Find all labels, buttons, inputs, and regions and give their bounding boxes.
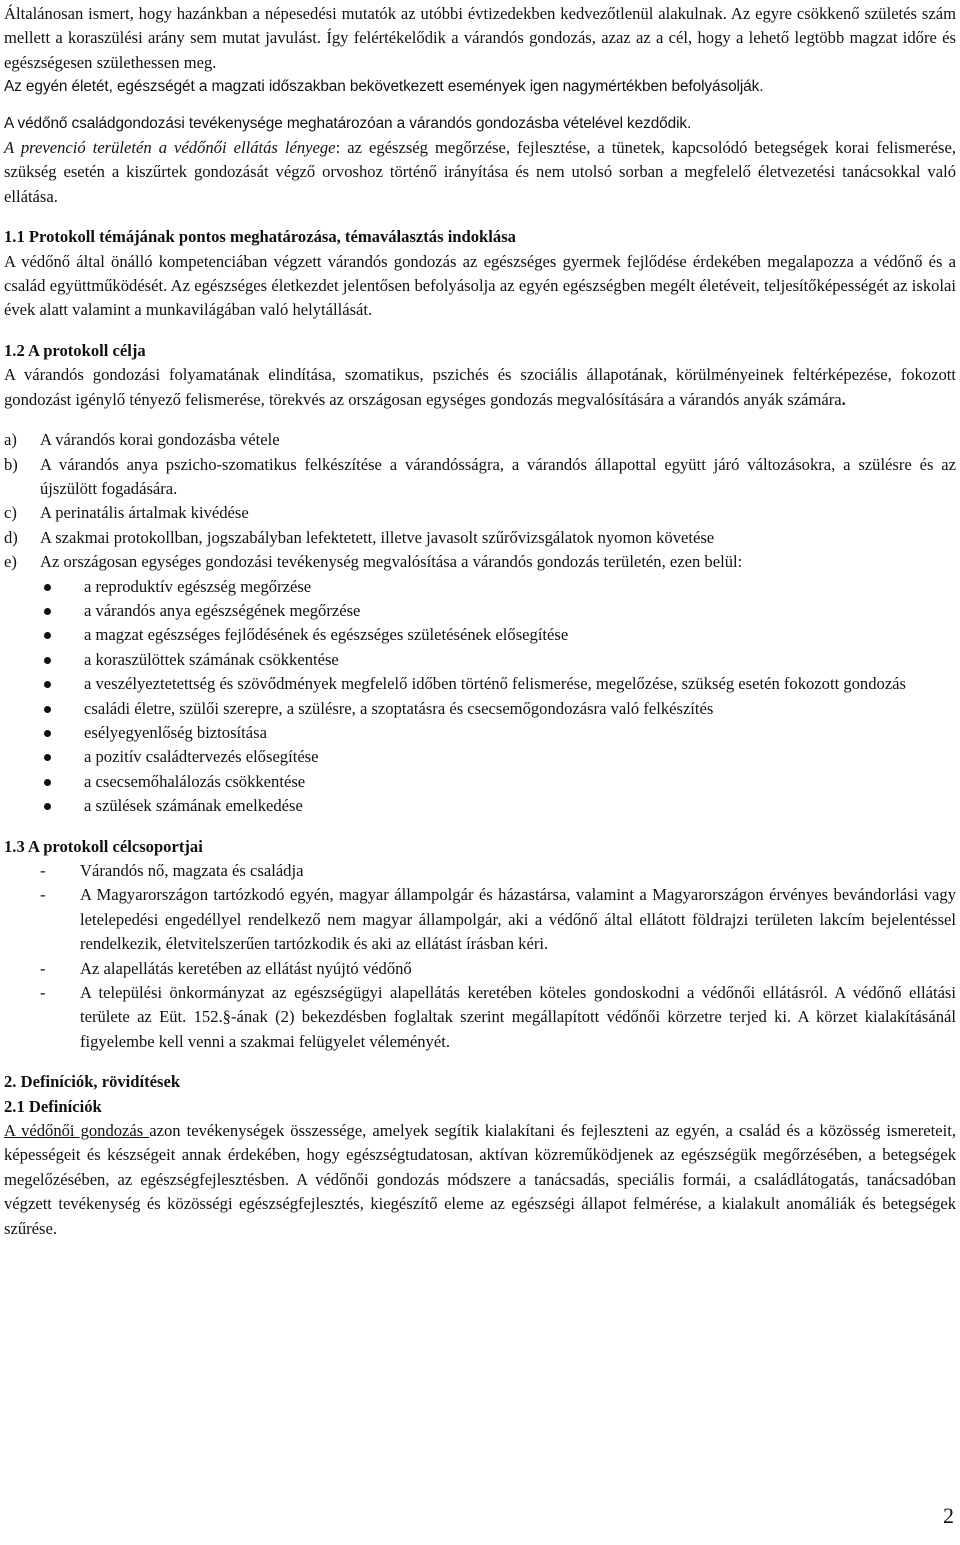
list-item [4,501,956,525]
list-item-text: A várandós anya pszicho-szomatikus felkészítése a várandósságra, a várandós állapottal együtt járó változásokra, a szülésre és az újszülött fogadására. [40,454,956,498]
bullet-item [4,697,956,721]
section-1-1-heading: 1.1 Protokoll témájának pontos meghatározása, témaválasztás indoklása [4,227,516,247]
list-marker: c) [4,503,17,523]
section-1-2-heading: 1.2 A protokoll célja [4,340,146,360]
list-marker: d) [4,527,18,547]
bullet-dot-icon [44,730,51,737]
prevention-term: A prevenció területén a védőnői ellátás lényege [4,138,336,158]
section-1-3-heading: 1.3 A protokoll célcsoportjai [4,836,203,856]
list-item [4,550,956,574]
bullet-dot-icon [44,803,51,810]
bullet-item-text: családi életre, szülői szerepre, a szülésre, a szoptatásra és csecsemőgondozásra való felkészítés [84,698,714,718]
bullet-item [4,599,956,623]
list-item [4,957,956,981]
bullet-item-text: a pozitív családtervezés elősegítése [84,747,319,767]
list-item-text: A várandós korai gondozásba vétele [40,430,280,450]
intro-paragraph-3: A védőnő családgondozási tevékenysége meghatározóan a várandós gondozásba vételével kezdődik. [4,114,692,132]
dash-marker: - [40,958,46,978]
bullet-item-text: a magzat egészséges fejlődésének és egészséges születésének elősegítése [84,625,569,645]
list-marker: e) [4,552,17,572]
list-item-text: A perinatális ártalmak kivédése [40,503,249,523]
target-groups-list [4,859,956,1054]
section-1-2-body-text: A várandós gondozási folyamatának elindítása, szomatikus, pszichés és szociális állapotának, körülményeinek feltérképezése, fokozott gondozást igénylő tényező felismerése, törekvés az országosan egységes gondozás megvalósítására a várandós anyák számára [4,365,956,409]
sub-goals-list [4,575,956,819]
list-item [4,883,956,956]
bullet-item [4,575,956,599]
list-item [4,428,956,452]
bullet-item-text: esélyegyenlőség biztosítása [84,722,267,742]
bullet-dot-icon [44,706,51,713]
list-marker: b) [4,454,18,474]
bullet-item-text: a várandós anya egészségének megőrzése [84,600,361,620]
list-item-text: Az országosan egységes gondozási tevékenység megvalósítása a várandós gondozás területén, ezen belül: [40,552,743,572]
page-number: 2 [943,1503,954,1528]
bullet-dot-icon [44,681,51,688]
definition-term: A védőnői gondozás [4,1121,150,1141]
bullet-dot-icon [44,779,51,786]
bullet-dot-icon [44,584,51,591]
definition-paragraph [4,1119,956,1241]
bullet-item-text: a koraszülöttek számának csökkentése [84,649,339,669]
bullet-item-text: a veszélyeztetettség és szövődmények megfelelő időben történő felismerése, megelőzése, szükség esetén fokozott gondozás [84,674,907,694]
bullet-item [4,623,956,647]
bullet-dot-icon [44,608,51,615]
bullet-item [4,648,956,672]
definition-text: azon tevékenységek összessége, amelyek segítik kialakítani és fejleszteni az egyén, a család és a közösség ismereteit, képességeit és készségeit annak érdekében, hogy egészségtudatosan, aktívan közreműködjenek az egészségük megőrzésében, a betegségek megelőzésében, az egészségfejlesztésben. A védőnői gondozás módszere a tanácsadás, speciális formái, a családlátogatás, tanácsadóban végzett tevékenység és közösségi egészségfejlesztés, kiegészítő eleme az egészségi állapot felmérése, a kialakult anomáliák és betegségek szűrése. [4,1121,956,1238]
section-1-2-body [4,363,956,412]
list-item-text: Az alapellátás keretében az ellátást nyújtó védőnő [80,958,412,978]
bullet-item-text: a csecsemőhalálozás csökkentése [84,771,306,791]
list-item-text: A Magyarországon tartózkodó egyén, magyar állampolgár és házastársa, valamint a Magyarországon érvényes bevándorlási vagy letelepedési engedéllyel rendelkező nem magyar állampolgár, aki a védőnő által ellátott földrajzi területen lakcím bejelentéssel rendelkezik, életvitelszerűen tartózkodik és aki az ellátást írásban kéri. [80,885,956,954]
section-1-2-body-end: . [841,389,846,409]
list-item [4,981,956,1054]
dash-marker: - [40,885,46,905]
bullet-item [4,672,956,696]
dash-marker: - [40,983,46,1003]
section-1-1-body: A védőnő által önálló kompetenciában végzett várandós gondozás az egészséges gyermek fejlődése érdekében megalapozza a védőnő és a család együttműködését. Az egészséges életkezdet jelentősen befolyásolja az egyén egészségben megélt életéveit, teljesítőképességét az iskolai évek alatt valamint a munkavilágában való helytállását. [4,251,956,320]
list-item [4,526,956,550]
bullet-dot-icon [44,632,51,639]
list-marker: a) [4,430,17,450]
section-2-heading: 2. Definíciók, rövidítések [4,1072,181,1092]
bullet-item [4,794,956,818]
goals-list [4,428,956,574]
document-page [4,2,956,1241]
list-item [4,859,956,883]
list-item [4,453,956,502]
prevention-text: : az egészség megőrzése, fejlesztése, a tünetek, kapcsolódó betegségek korai felismerése, szükség esetén a kiszűrtek gondozását végző orvoshoz történő irányítása és nem utolsó sorban a megfelelő életvezetési tanácsokkal való ellátása. [4,138,956,206]
list-item-text: Várandós nő, magzata és családja [80,861,304,880]
dash-marker: - [40,861,46,880]
section-2-1-heading: 2.1 Definíciók [4,1096,102,1116]
list-item-text: A szakmai protokollban, jogszabályban lefektetett, illetve javasolt szűrővizsgálatok nyomon követése [40,527,715,547]
intro-paragraph-4 [4,136,956,209]
bullet-item [4,721,956,745]
bullet-item [4,770,956,794]
bullet-item [4,745,956,769]
intro-paragraph-2: Az egyén életét, egészségét a magzati időszakban bekövetkezett események igen nagymértékben befolyásolják. [4,78,764,96]
bullet-item-text: a reproduktív egészség megőrzése [84,576,312,596]
intro-paragraph-1: Általánosan ismert, hogy hazánkban a népesedési mutatók az utóbbi évtizedekben kedvezőtlenül alakulnak. Az egyre csökkenő születés szám mellett a koraszülési arány sem mutat javulást. Így felértékelődik a várandós gondozás, azaz az a cél, hogy a lehető legtöbb magzat időre és egészségesen születhessen meg. [4,4,956,72]
bullet-dot-icon [44,754,51,761]
bullet-item-text: a szülések számának emelkedése [84,796,303,816]
bullet-dot-icon [44,657,51,664]
list-item-text: A települési önkormányzat az egészségügyi alapellátás keretében köteles gondoskodni a védőnői ellátásról. A védőnő ellátási területe az Eüt. 152.§-ának (2) bekezdésben foglaltak szerint megállapított védőnői körzetre terjed ki. A körzet kialakításánál figyelembe kell venni a szakmai felügyelet véleményét. [80,983,956,1051]
